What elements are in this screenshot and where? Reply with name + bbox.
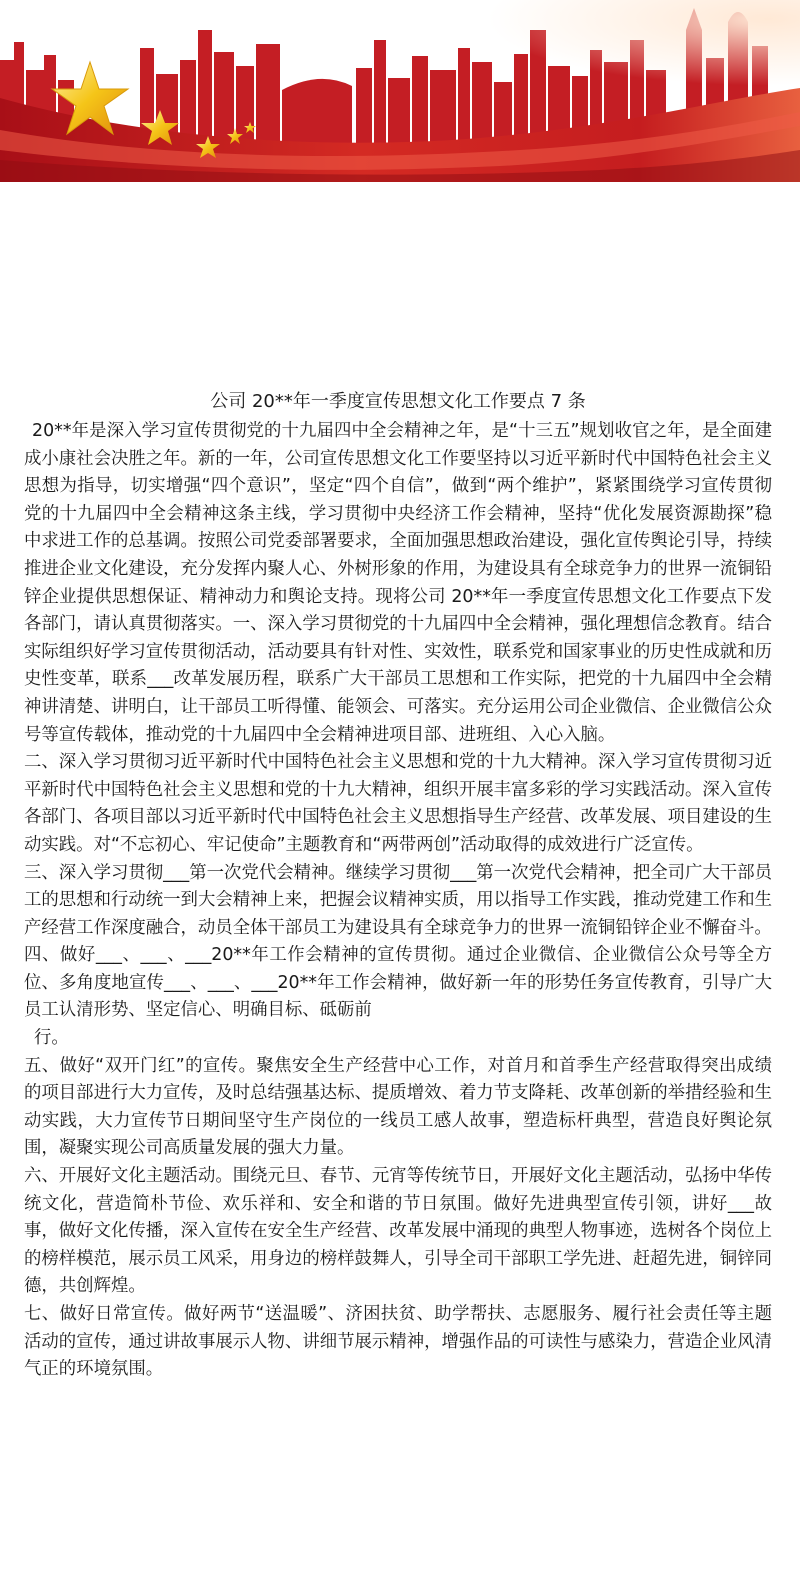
header-banner (0, 0, 800, 190)
paragraph-section-5: 五、做好“双开门红”的宣传。聚焦安全生产经营中心工作，对首月和首季生产经营取得突出成绩的项目部进行大力宣传，及时总结强基达标、提质增效、着力节支降耗、改革创新的举措经验和生动实践，大力宣传节日期间坚守生产岗位的一线员工感人故事，塑造标杆典型，营造良好舆论氛围，凝聚实现公司高质量发展的强大力量。 (24, 1055, 772, 1159)
paragraph-section-4-tail: 行。 (34, 1028, 69, 1049)
paragraph-section-3: 三、深入学习贯彻___第一次党代会精神。继续学习贯彻___第一次党代会精神，把全司广大干部员工的思想和行动统一到大会精神上来，把握会议精神实质，用以指导工作实践，推动党建工作和生产经营工作深度融合，动员全体干部员工为建设具有全球竞争力的世界一流铜铅锌企业不懈奋斗。 (24, 862, 772, 938)
document-title: 公司 20**年一季度宣传思想文化工作要点 7 条 (210, 391, 586, 412)
paragraph-section-2: 二、深入学习贯彻习近平新时代中国特色社会主义思想和党的十九大精神。深入学习宣传贯彻习近平新时代中国特色社会主义思想和党的十九大精神，组织开展丰富多彩的学习实践活动。深入宣传各部门、各项目部以习近平新时代中国特色社会主义思想指导生产经营、改革发展、项目建设的生动实践。对“不忘初心、牢记使命”主题教育和“两带两创”活动取得的成效进行广泛宣传。 (24, 752, 772, 855)
paragraph-section-6: 六、开展好文化主题活动。围绕元旦、春节、元宵等传统节日，开展好文化主题活动，弘扬中华传统文化，营造简朴节俭、欢乐祥和、安全和谐的节日氛围。做好先进典型宣传引领，讲好___故事，做好文化传播，深入宣传在安全生产经营、改革发展中涌现的典型人物事迹，选树各个岗位上的榜样模范，展示员工风采，用身边的榜样鼓舞人，引导全司干部职工学先进、赶超先进，铜锌同德，共创辉煌。 (24, 1166, 772, 1297)
paragraph-intro: 20**年是深入学习宣传贯彻党的十九届四中全会精神之年，是“十三五”规划收官之年，是全面建成小康社会决胜之年。新的一年，公司宣传思想文化工作要坚持以习近平新时代中国特色社会主义思想为指导，切实增强“四个意识”，坚定“四个自信”，做到“两个维护”，紧紧围绕学习宣传贯彻党的十九届四中全会精神这条主线，学习贯彻中央经济工作会精神，坚持“优化发展资源勘探”稳中求进工作的总基调。按照公司党委部署要求，全面加强思想政治建设，强化宣传舆论引导，持续推进企业文化建设，充分发挥内聚人心、外树形象的作用，为建设具有全球竞争力的世界一流铜铅锌企业提供思想保证、精神动力和舆论支持。现将公司 20**年一季度宣传思想文化工作要点下发各部门，请认真贯彻落实。一、深入学习贯彻党的十九届四中全会精神，强化理想信念教育。结合实际组织好学习宣传贯彻活动，活动要具有针对性、实效性，联系党和国家事业的历史性成就和历史性变革，联系___改革发展历程，联系广大干部员工思想和工作实际，把党的十九届四中全会精神讲清楚、讲明白，让干部员工听得懂、能领会、可落实。充分运用公司企业微信、企业微信公众号等宣传载体，推动党的十九届四中全会精神进项目部、进班组、入心入脑。 (24, 421, 772, 745)
paragraph-section-4: 四、做好___、___、___20**年工作会精神的宣传贯彻。通过企业微信、企业微信公众号等全方位、多角度地宣传___、___、___20**年工作会精神，做好新一年的形势任务宣传教育，引导广大员工认清形势、坚定信心、明确目标、砥砺前 (24, 945, 772, 1021)
paragraph-section-7: 七、做好日常宣传。做好两节“送温暖”、济困扶贫、助学帮扶、志愿服务、履行社会责任等主题活动的宣传，通过讲故事展示人物、讲细节展示精神，增强作品的可读性与感染力，营造企业风清气正的环境氛围。 (24, 1304, 772, 1380)
document-body (24, 388, 772, 1384)
